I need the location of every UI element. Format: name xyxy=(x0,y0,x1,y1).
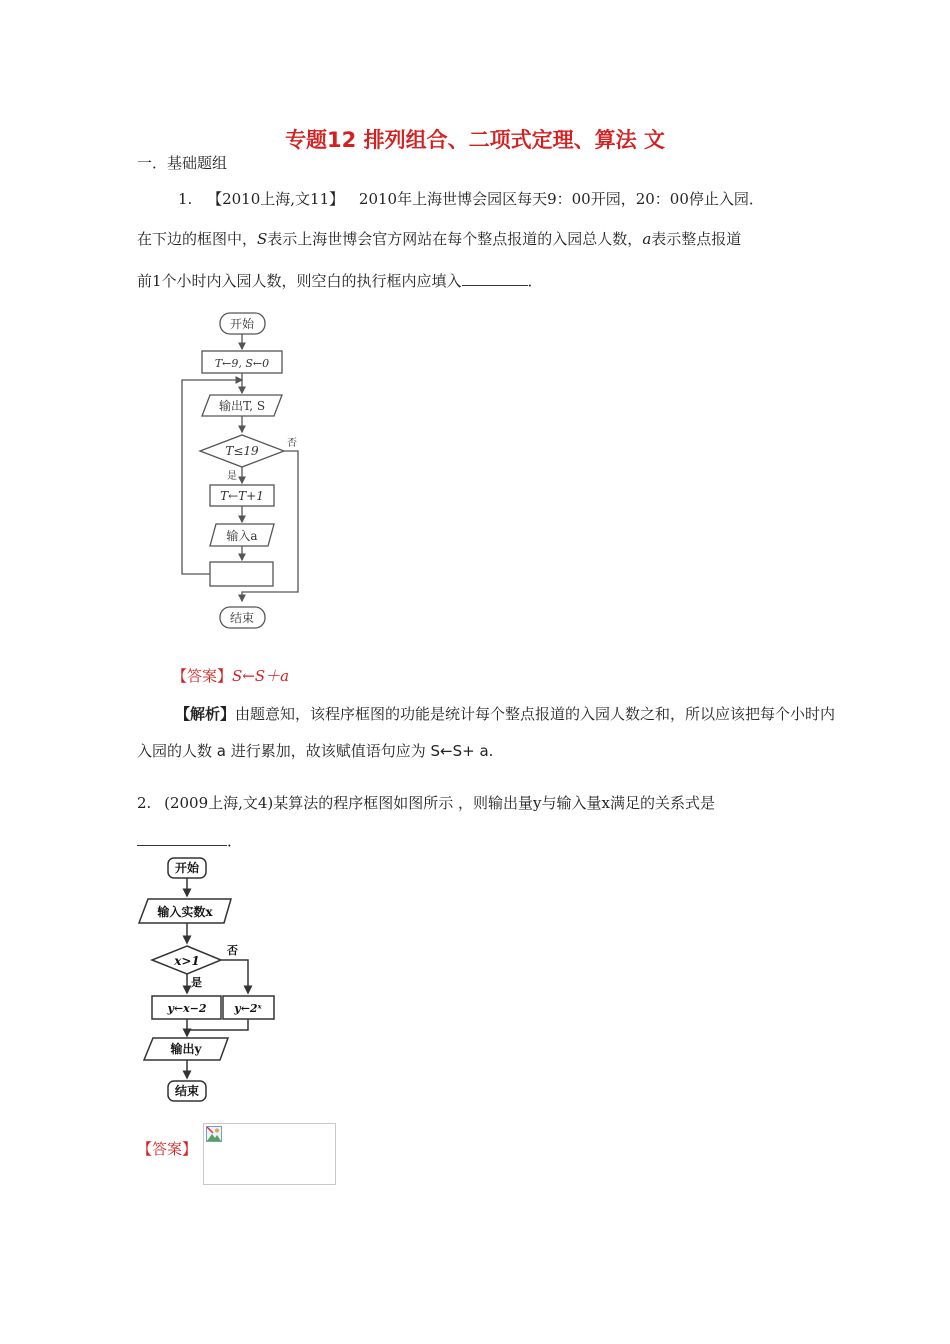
q1-line2 xyxy=(137,228,741,249)
q1-text-line3: 前1个小时内入园人数，则空白的执行框内应填入 xyxy=(137,272,462,290)
q2-text: (2009上海,文4)某算法的程序框图如图所示 ，则输出量y与输入量x满足的关系式是 xyxy=(164,794,715,812)
q1-analysis-label: 【解析】 xyxy=(175,705,236,723)
q1-answer-label: 【答案】 xyxy=(172,667,233,685)
q1-condition-label: T≤19 xyxy=(225,444,259,458)
q1-text-line2a: 在下边的框图中， xyxy=(137,230,258,248)
q2-flowchart xyxy=(135,852,275,1107)
section-heading: 一．基础题组 xyxy=(137,154,228,172)
q1-analysis-line1 xyxy=(175,703,835,724)
q2-end-label: 结束 xyxy=(174,1084,200,1098)
q1-input-label: 输入a xyxy=(226,529,258,543)
q1-number: 1. xyxy=(178,190,193,208)
q1-var-s: S xyxy=(257,230,268,248)
q1-flowchart xyxy=(170,305,320,635)
page-title: 专题12 排列组合、二项式定理、算法 文 xyxy=(285,128,665,152)
q1-init-label: T←9, S←0 xyxy=(214,357,270,370)
q2-line2 xyxy=(137,830,242,851)
q2-number: 2. xyxy=(137,794,152,812)
q1-answer xyxy=(172,665,289,686)
q2-text-line2-end: ． xyxy=(227,832,243,850)
q1-text-line3-end: ． xyxy=(527,272,543,290)
q1-analysis-text1: 由题意知，该程序框图的功能是统计每个整点报道的入园人数之和，所以应该把每个小时内 xyxy=(235,705,836,723)
q1-var-a: a xyxy=(642,230,652,248)
q2-start-label: 开始 xyxy=(174,861,200,875)
broken-image-placeholder xyxy=(203,1123,336,1185)
q1-output-label: 输出T, S xyxy=(218,399,266,413)
q1-blank-node xyxy=(210,562,273,586)
q1-text-line2b: 表示上海世博会官方网站在每个整点报道的入园总人数， xyxy=(267,230,643,248)
q2-yes-box-label: y←x−2 xyxy=(167,1002,207,1015)
q1-start-label: 开始 xyxy=(229,317,255,331)
q1-end-label: 结束 xyxy=(229,611,255,625)
q1-source: 【2010上海,文11】 xyxy=(207,190,345,208)
q2-line1 xyxy=(137,792,715,813)
q1-increment-label: T←T+1 xyxy=(220,489,264,503)
q1-answer-blank xyxy=(462,285,528,286)
q1-line3 xyxy=(137,270,543,291)
q2-input-label: 输入实数x xyxy=(157,905,213,919)
broken-image-icon xyxy=(206,1126,222,1142)
q2-answer-blank xyxy=(137,845,227,846)
q1-analysis-line2: 入园的人数 a 进行累加，故该赋值语句应为 S←S+ a. xyxy=(137,742,494,760)
q2-condition-label: x>1 xyxy=(174,954,200,968)
q2-no-label: 否 xyxy=(227,944,238,957)
q2-yes-label: 是 xyxy=(191,976,202,989)
q2-no-box-label: y←2ˣ xyxy=(234,1002,262,1015)
q1-line1 xyxy=(178,188,764,209)
q1-answer-value: S←S＋a xyxy=(232,667,290,685)
q2-output-label: 输出y xyxy=(170,1042,202,1056)
q2-answer-label: 【答案】 xyxy=(137,1140,198,1158)
q1-text-line2c: 表示整点报道 xyxy=(651,230,742,248)
q1-text-line1: 2010年上海世博会园区每天9：00开园，20：00停止入园． xyxy=(358,190,764,208)
q1-no-label: 否 xyxy=(287,438,297,449)
q1-yes-label: 是 xyxy=(227,471,237,482)
